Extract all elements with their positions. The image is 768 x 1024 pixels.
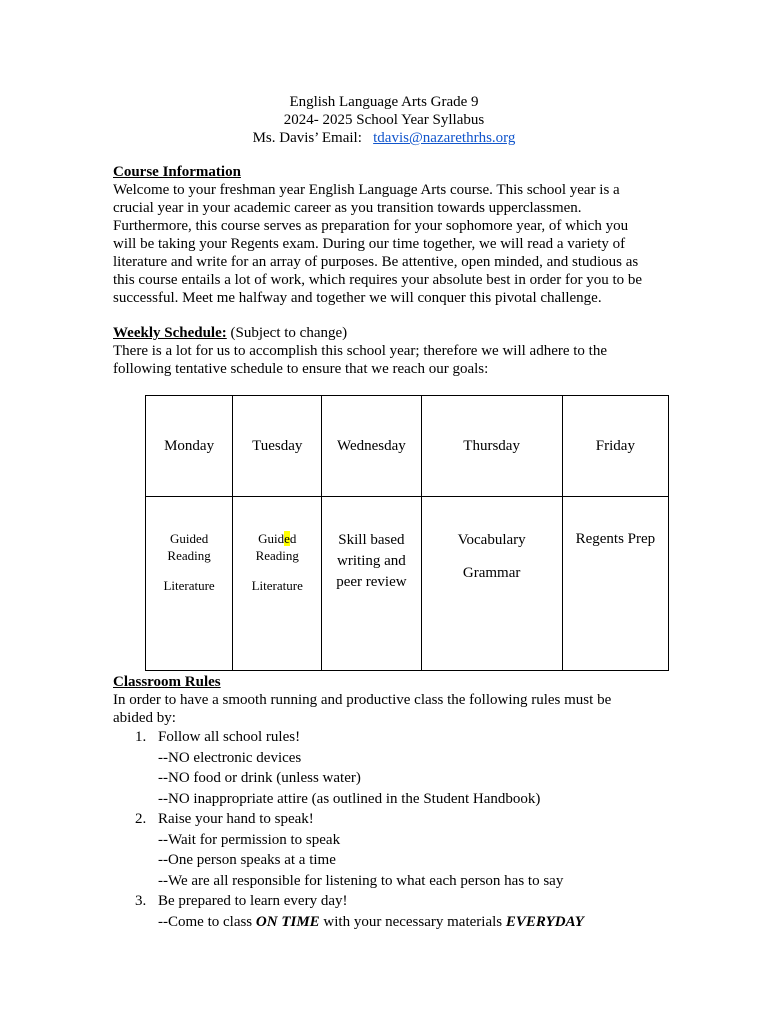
day-header-thursday: Thursday: [421, 396, 562, 497]
syllabus-year: 2024- 2025 School Year Syllabus: [283, 112, 485, 128]
highlighted-letter: e: [284, 531, 290, 546]
course-info-line: successful. Meet me halfway and together we will conquer this pivotal challenge.: [113, 290, 602, 306]
course-info-line: will be taking your Regents exam. During our time together, we will read a variety of: [113, 236, 626, 252]
rule-text: Follow all school rules!: [158, 729, 301, 745]
day-header-tuesday: Tuesday: [233, 396, 322, 497]
course-info-line: this course entails a lot of work, which requires your absolute best in order for you to be: [113, 272, 643, 288]
rule-item: [113, 809, 658, 891]
course-info-line: Furthermore, this course serves as preparation for your sophomore year, of which you: [113, 218, 629, 234]
course-info-line: Welcome to your freshman year English Language Arts course. This school year is a: [113, 182, 620, 198]
thursday-activities: [421, 497, 562, 671]
activity-text: Literature: [251, 578, 303, 593]
weekly-schedule-table: [145, 395, 669, 671]
rule-sub-text: --Come to class: [158, 913, 256, 930]
wednesday-activities: [322, 497, 421, 671]
rule-sub-item: --NO electronic devices: [158, 749, 302, 766]
activity-text: Skill based: [338, 532, 405, 548]
rule-sub-item: --Wait for permission to speak: [158, 831, 341, 848]
rules-intro-line: In order to have a smooth running and productive class the following rules must be: [113, 692, 612, 708]
rule-number: 1.: [135, 729, 147, 745]
schedule-header-row: [146, 396, 669, 497]
tuesday-activities: [233, 497, 322, 671]
activity-text: Vocabulary: [457, 532, 526, 548]
rules-intro-line: abided by:: [113, 710, 176, 726]
friday-activities: [562, 497, 668, 671]
rule-sub-item: --One person speaks at a time: [158, 852, 336, 868]
schedule-activity-row: [146, 497, 669, 671]
rule-sub-text: with your necessary materials: [319, 913, 506, 930]
document-header: [0, 93, 768, 147]
course-info-line: literature and write for an array of purposes. Be attentive, open minded, and studious as: [113, 254, 639, 270]
activity-text-part: Guid: [258, 531, 285, 546]
activity-text: Grammar: [462, 565, 521, 581]
course-information-heading: Course Information: [113, 164, 241, 180]
emphasis-everyday: EVERYDAY: [505, 913, 584, 930]
weekly-line: following tentative schedule to ensure that we reach our goals:: [113, 361, 489, 377]
weekly-line: There is a lot for us to accomplish this school year; therefore we will adhere to the: [113, 343, 608, 359]
day-header-wednesday: Wednesday: [322, 396, 421, 497]
email-link[interactable]: tdavis@nazarethrhs.org: [373, 130, 516, 146]
email-label: Ms. Davis’ Email:: [252, 130, 362, 146]
rule-number: 2.: [135, 811, 147, 827]
weekly-schedule-heading-line: [113, 324, 658, 342]
monday-activities: [146, 497, 233, 671]
activity-text: [233, 530, 321, 547]
weekly-schedule-section: [113, 324, 658, 378]
weekly-schedule-note: (Subject to change): [226, 325, 348, 341]
activity-text: Reading: [167, 548, 211, 563]
rules-list: [113, 727, 658, 932]
activity-text: writing and: [337, 553, 406, 569]
day-header-monday: Monday: [146, 396, 233, 497]
course-information-section: [113, 163, 658, 307]
rule-sub-item: --We are all responsible for listening to what each person has to say: [158, 872, 564, 889]
course-title: English Language Arts Grade 9: [289, 94, 479, 110]
rule-sub-item: [158, 912, 658, 933]
rule-number: 3.: [135, 893, 147, 909]
course-info-line: crucial year in your academic career as you transition towards upperclassmen.: [113, 200, 582, 216]
activity-text: Literature: [163, 578, 215, 593]
activity-text: Regents Prep: [575, 531, 656, 547]
activity-text: Reading: [255, 548, 299, 563]
emphasis-on-time: ON TIME: [255, 913, 320, 930]
activity-text: peer review: [336, 574, 407, 590]
day-header-friday: Friday: [562, 396, 668, 497]
activity-text-part: d: [289, 531, 297, 546]
rule-item: [113, 891, 658, 932]
classroom-rules-section: [113, 673, 658, 932]
weekly-schedule-heading: Weekly Schedule:: [113, 325, 227, 341]
classroom-rules-heading: Classroom Rules: [113, 674, 221, 690]
rule-text: Be prepared to learn every day!: [158, 893, 348, 909]
rule-sub-item: --NO inappropriate attire (as outlined in the Student Handbook): [158, 790, 541, 807]
email-line: [0, 129, 768, 147]
rule-text: Raise your hand to speak!: [158, 811, 314, 827]
rule-item: [113, 727, 658, 809]
rule-sub-item: --NO food or drink (unless water): [158, 770, 361, 786]
activity-text: Guided: [169, 531, 209, 546]
